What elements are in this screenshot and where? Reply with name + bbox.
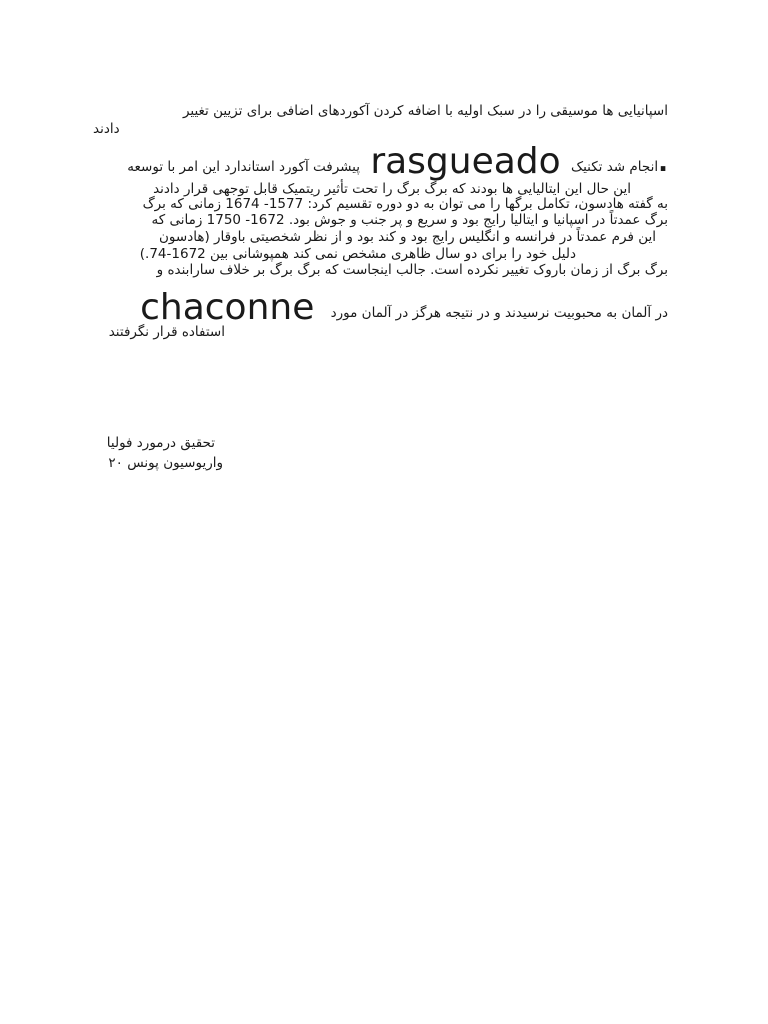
paragraph-2-line-2: این حال این ایتالیایی ها بودند که برگ برگ را تحت تأثیر ریتمیک قابل توجهی قرار دادند (153, 181, 631, 197)
paragraph-2-line-8 (93, 287, 668, 328)
term-rasgueado: rasgueado (370, 141, 561, 182)
paragraph-2-line-7: برگ برگ از زمان باروک تغییر نکرده است. جالب اینجاست که برگ برگ بر خلاف سارابنده و (156, 262, 668, 278)
paragraph-1-line-1: اسپانیایی ها موسیقی را در سبک اولیه با اضافه کردن آکوردهای اضافی برای تزیین تغییر (182, 103, 668, 119)
sentence-period: . (658, 148, 668, 178)
paragraph-2-line-9: استفاده قرار نگرفتند (108, 324, 225, 340)
paragraph-2-line-6: دلیل خود را برای دو سال ظاهری مشخص نمی کند همپوشانی بین 1672-74.) (139, 246, 576, 262)
footer-line-2: واریوسیون پونس ۲۰ (108, 455, 223, 471)
paragraph-2-line-1-text-a: انجام شد تکنیک (570, 159, 659, 175)
paragraph-2-line-5: این فرم عمدتاً در فرانسه و انگلیس رایج بود و کند بود و از نظر شخصیتی باوقار (هادسون (159, 229, 656, 245)
footer-line-1: تحقیق درمورد فولیا (106, 435, 215, 451)
paragraph-2-line-1-text-b: پیشرفت آکورد استاندارد این امر با توسعه (127, 159, 361, 175)
paragraph-2-line-4: برگ عمدتاً در اسپانیا و ایتالیا رایج بود و سریع و پر جنب و جوش بود. 1672- 1750 زمانی که (151, 212, 668, 228)
paragraph-2-line-8-text: در آلمان به محبوبیت نرسیدند و در نتیجه هرگز در آلمان مورد (330, 305, 668, 321)
paragraph-2-line-1 (93, 141, 668, 182)
term-chaconne: chaconne (140, 287, 315, 328)
paragraph-1-line-2: دادند (93, 121, 120, 137)
paragraph-2-line-3: به گفته هادسون، تکامل برگها را می توان به دو دوره تقسیم کرد: 1577- 1674 زمانی که برگ (142, 196, 668, 212)
